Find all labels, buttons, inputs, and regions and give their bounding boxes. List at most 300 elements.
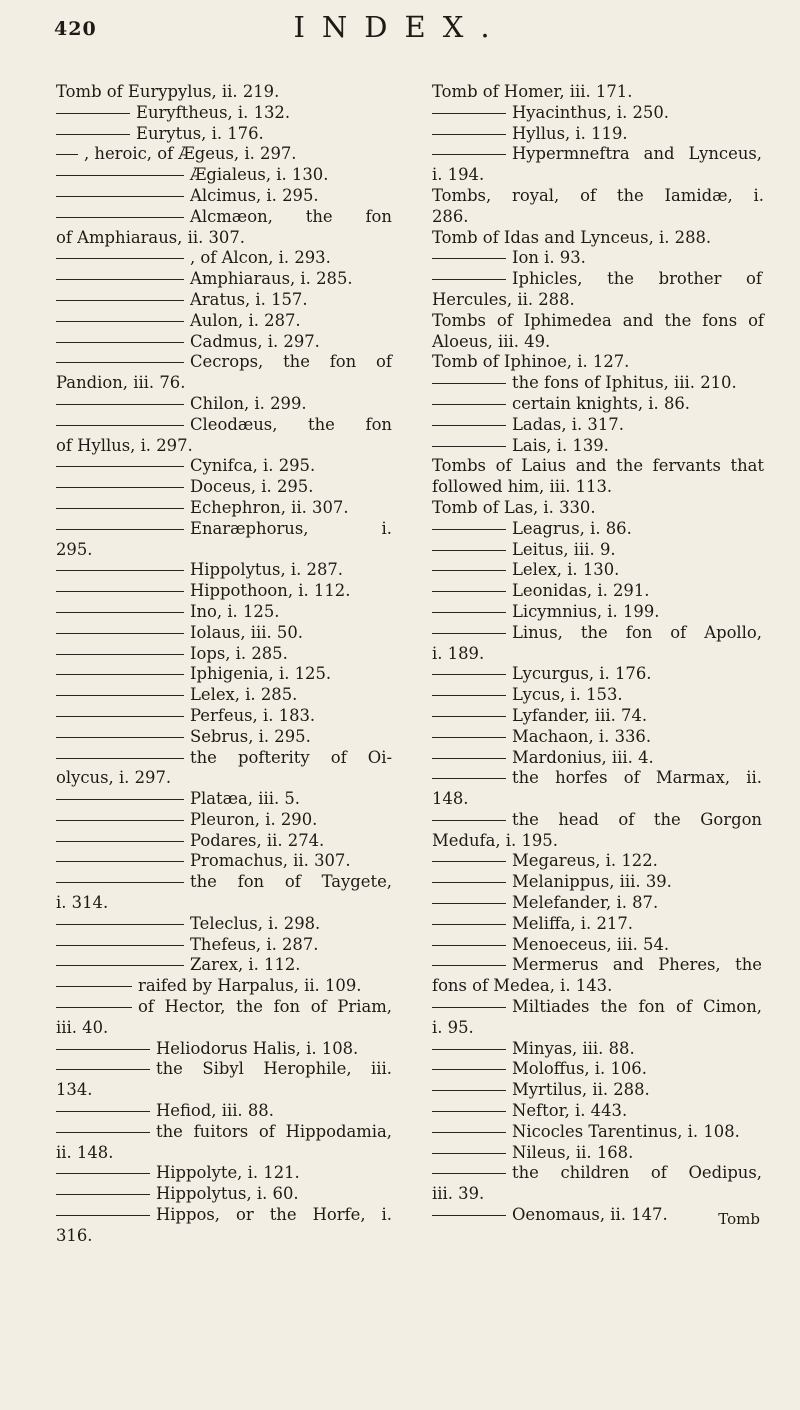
ditto-rule [56,841,184,842]
index-entry [56,1226,396,1247]
index-entry [56,519,396,540]
index-entry [432,831,766,852]
index-entry-text: Amphiaraus, i. 285. [190,269,353,289]
index-entry-text: Ægialeus, i. 130. [190,165,329,185]
index-entry-text: Tomb of Eurypylus, ii. 219. [56,82,280,101]
index-entry [432,103,766,124]
index-entry-text: Iphicles, the brother of [512,269,762,289]
index-entry-text: i. 95. [432,1017,474,1037]
ditto-rule [56,508,184,509]
ditto-rule [432,404,506,405]
index-entry [56,1163,396,1184]
index-entry [432,1039,766,1060]
ditto-rule [56,633,184,634]
index-entry [432,685,766,706]
index-entry [432,1080,766,1101]
index-entry-text: certain knights, i. 86. [512,393,691,413]
index-entry [56,228,396,249]
index-entry-text: the fons of Iphitus, iii. 210. [512,373,737,393]
ditto-rule [56,113,130,114]
index-entry [56,914,396,935]
index-entry-text: Lais, i. 139. [512,435,609,455]
index-entry [432,456,766,477]
index-entry [56,540,396,561]
index-entry [56,560,396,581]
index-entry-text: Miltiades the fon of Cimon, [512,997,762,1017]
index-entry-text: Tomb of Las, i. 330. [432,497,596,517]
index-entry-text: Lyfander, iii. 74. [512,705,648,725]
index-entry [56,394,396,415]
ditto-rule [432,258,506,259]
index-entry [56,768,396,789]
index-entry [56,1039,396,1060]
index-entry [56,269,396,290]
index-entry-text: Hypermneftra and Lynceus, [512,144,762,164]
index-entry-text: Eurytus, i. 176. [136,123,264,143]
index-entry [432,519,766,540]
index-entry-text: Machaon, i. 336. [512,726,652,746]
ditto-rule [56,321,184,322]
index-entry [56,1184,396,1205]
index-entry-text: Aratus, i. 157. [190,289,308,309]
ditto-rule [432,778,506,779]
ditto-rule [56,300,184,301]
ditto-rule [56,570,184,571]
index-entry [56,789,396,810]
index-entry-text: Cleodæus, the fon [190,414,392,434]
ditto-rule [56,175,184,176]
ditto-rule [432,965,506,966]
index-entry [432,165,766,186]
index-entry [432,207,766,228]
ditto-rule [56,820,184,821]
ditto-rule [56,466,184,467]
index-entry [432,82,766,103]
index-entry-text: Neftor, i. 443. [512,1101,628,1121]
index-entry [56,332,396,353]
index-entry [432,1122,766,1143]
index-entry [56,498,396,519]
ditto-rule [432,279,506,280]
index-entry [432,1143,766,1164]
index-entry [432,727,766,748]
ditto-rule [56,654,184,655]
index-entry [56,644,396,665]
index-entry-text: Tombs of Laius and the fervants that [432,456,764,476]
ditto-rule [432,882,506,883]
ditto-rule [432,758,506,759]
index-entry-text: raifed by Harpalus, ii. 109. [138,976,362,996]
index-entry [432,415,766,436]
index-entry [56,456,396,477]
ditto-rule [432,550,506,551]
index-entry [56,436,396,457]
index-entry [432,290,766,311]
index-entry [56,810,396,831]
index-entry-text: i. 194. [432,165,485,185]
index-entry-text: Mermerus and Pheres, the [512,955,762,975]
ditto-rule [432,1049,506,1050]
index-entry [56,831,396,852]
index-entry-text: Meliffa, i. 217. [512,913,633,933]
index-entry [56,893,396,914]
index-entry [432,1184,766,1205]
index-entry [56,415,396,436]
index-entry [56,851,396,872]
index-entry [56,1205,396,1226]
index-entry [56,1059,396,1080]
index-entry [56,748,396,769]
index-entry [56,955,396,976]
index-entry-text: Hippos, or the Horfe, i. [156,1205,392,1225]
ditto-rule [56,924,184,925]
index-entry [56,311,396,332]
ditto-rule [432,1090,506,1091]
ditto-rule [432,591,506,592]
ditto-rule [56,965,184,966]
index-entry-text: i. 189. [432,643,485,663]
index-entry-text: the fon of Taygete, [190,872,392,892]
ditto-rule [432,1215,506,1216]
index-entry-text: Iphigenia, i. 125. [190,664,332,684]
index-entry [56,144,396,165]
ditto-rule [56,1173,150,1174]
index-entry [56,1018,396,1039]
index-entry [56,997,396,1018]
ditto-rule [432,737,506,738]
ditto-rule [56,1049,150,1050]
index-entry-text: the Sibyl Herophile, iii. [156,1059,392,1079]
index-entry-text: Melefander, i. 87. [512,893,659,913]
index-column-left [56,82,396,1247]
index-entry-text: Iops, i. 285. [190,643,288,663]
ditto-rule [56,882,184,883]
index-entry-text: Tomb of Idas and Lynceus, i. 288. [432,227,712,247]
ditto-rule [432,1132,506,1133]
index-entry-text: Podares, ii. 274. [190,830,325,850]
index-entry-text: Platæa, iii. 5. [190,789,301,809]
index-entry-text: Enaræphorus, i. [190,518,392,538]
index-entry-text: Hercules, ii. 288. [432,289,575,309]
ditto-rule [432,674,506,675]
index-entry [432,477,766,498]
index-entry [56,124,396,145]
ditto-rule [56,342,184,343]
ditto-rule [432,1007,506,1008]
index-entry-text: Hippolyte, i. 121. [156,1163,300,1183]
ditto-rule [432,903,506,904]
ditto-rule [56,196,184,197]
index-entry-text: of Hyllus, i. 297. [56,435,193,455]
ditto-rule [432,1173,506,1174]
ditto-rule [432,383,506,384]
index-entry [56,207,396,228]
index-entry-text: Heliodorus Halis, i. 108. [156,1038,359,1058]
ditto-rule [432,154,506,155]
index-entry [56,685,396,706]
index-entry-text: the fuitors of Hippodamia, [156,1121,392,1141]
index-entry [432,851,766,872]
ditto-rule [432,1069,506,1070]
index-entry-text: Tombs, royal, of the Iamidæ, i. [432,185,764,205]
index-entry [432,768,766,789]
ditto-rule [56,134,130,135]
index-entry-text: the pofterity of Oi- [190,747,392,767]
index-entry [56,186,396,207]
index-entry-text: 295. [56,539,93,559]
index-entry-text: Hippothoon, i. 112. [190,581,351,601]
index-entry [56,352,396,373]
index-entry-text: 134. [56,1080,93,1100]
index-entry-text: the head of the Gorgon [512,809,762,829]
index-entry-text: Iolaus, iii. 50. [190,622,303,642]
index-entry-text: Tomb of Iphinoe, i. 127. [432,352,630,372]
index-entry [432,976,766,997]
index-entry [432,540,766,561]
ditto-rule [432,633,506,634]
index-entry [56,1080,396,1101]
index-entry-text: Perfeus, i. 183. [190,705,316,725]
ditto-rule [56,362,184,363]
ditto-rule [56,487,184,488]
running-head: INDEX. [293,10,507,44]
index-entry-text: of Amphiaraus, ii. 307. [56,227,245,247]
index-entry [432,1018,766,1039]
ditto-rule [56,425,184,426]
ditto-rule [56,154,78,155]
ditto-rule [432,113,506,114]
index-entry [56,727,396,748]
ditto-rule [56,591,184,592]
index-entry [56,103,396,124]
index-entry-text: Thefeus, i. 287. [190,934,319,954]
ditto-rule [56,799,184,800]
index-entry-text: Lycus, i. 153. [512,685,623,705]
index-entry-text: Lelex, i. 285. [190,685,298,705]
ditto-rule [432,529,506,530]
index-entry-text: Hippolytus, i. 287. [190,560,344,580]
index-entry [432,1205,766,1226]
index-entry [432,872,766,893]
index-entry [56,373,396,394]
index-entry-text: Hyllus, i. 119. [512,123,628,143]
index-entry-text: Lycurgus, i. 176. [512,664,652,684]
index-entry [56,477,396,498]
index-entry-text: Cynifca, i. 295. [190,456,316,476]
index-entry [56,1101,396,1122]
index-entry-text: , heroic, of Ægeus, i. 297. [84,144,297,164]
index-entry [56,581,396,602]
ditto-rule [432,612,506,613]
index-entry-text: Euryftheus, i. 132. [136,102,291,122]
ditto-rule [56,217,184,218]
index-entry-text: Medufa, i. 195. [432,830,558,850]
ditto-rule [56,1007,132,1008]
index-entry-text: Moloffus, i. 106. [512,1059,647,1079]
index-entry-text: , of Alcon, i. 293. [190,248,331,268]
index-entry-text: Hippolytus, i. 60. [156,1184,299,1204]
index-entry [56,1143,396,1164]
index-entry-text: Nileus, ii. 168. [512,1142,634,1162]
index-entry-text: Tomb of Homer, iii. 171. [432,82,633,101]
index-entry [432,269,766,290]
index-entry-text: Licymnius, i. 199. [512,601,660,621]
index-entry [432,664,766,685]
ditto-rule [56,1215,150,1216]
index-entry [432,1101,766,1122]
index-entry [56,872,396,893]
index-entry-text: Alcimus, i. 295. [190,185,319,205]
index-entry [432,352,766,373]
index-entry [432,644,766,665]
index-entry [432,498,766,519]
ditto-rule [56,612,184,613]
index-entry-text: Chilon, i. 299. [190,393,307,413]
index-entry-text: the children of Oedipus, [512,1163,762,1183]
index-entry [432,560,766,581]
index-entry-text: Alcmæon, the fon [190,206,392,226]
index-entry [56,248,396,269]
index-entry-text: olycus, i. 297. [56,768,172,788]
ditto-rule [432,446,506,447]
index-entry-text: Hyacinthus, i. 250. [512,102,669,122]
index-entry [56,976,396,997]
index-entry-text: of Hector, the fon of Priam, [138,997,392,1017]
index-entry [432,394,766,415]
index-entry [432,581,766,602]
index-entry-text: Doceus, i. 295. [190,477,314,497]
index-entry-text: Ladas, i. 317. [512,414,624,434]
ditto-rule [56,1132,150,1133]
index-entry-text: Minyas, iii. 88. [512,1038,635,1058]
index-entry-text: Linus, the fon of Apollo, [512,622,762,642]
ditto-rule [432,1153,506,1154]
index-column-right [432,82,766,1229]
index-entry [432,623,766,644]
index-entry-text: followed him, iii. 113. [432,477,613,497]
index-entry [56,1122,396,1143]
index-entry-text: iii. 39. [432,1184,485,1204]
index-entry [56,290,396,311]
index-entry [56,664,396,685]
ditto-rule [56,1194,150,1195]
index-entry-text: iii. 40. [56,1017,109,1037]
index-entry [56,623,396,644]
index-entry-text: ii. 148. [56,1142,114,1162]
ditto-rule [432,945,506,946]
index-entry-text: 316. [56,1225,93,1245]
ditto-rule [432,570,506,571]
index-entry [432,914,766,935]
index-entry-text: Hefiod, iii. 88. [156,1101,274,1121]
index-entry-text: fons of Medea, i. 143. [432,976,613,996]
catchword: Tomb [718,1210,760,1229]
index-entry-text: Ino, i. 125. [190,601,280,621]
index-entry-text: Leitus, iii. 9. [512,539,616,559]
index-entry [432,955,766,976]
ditto-rule [432,716,506,717]
index-entry [432,248,766,269]
index-entry-text: Megareus, i. 122. [512,851,658,871]
index-entry [432,748,766,769]
ditto-rule [432,1111,506,1112]
index-entry [56,935,396,956]
ditto-rule [56,716,184,717]
index-entry-text: Leonidas, i. 291. [512,581,650,601]
index-entry [432,1163,766,1184]
index-entry [432,311,766,332]
index-entry-text: Melanippus, iii. 39. [512,872,672,892]
ditto-rule [56,861,184,862]
ditto-rule [56,258,184,259]
index-entry-text: Menoeceus, iii. 54. [512,934,670,954]
index-entry-text: Cadmus, i. 297. [190,331,320,351]
index-entry-text: Zarex, i. 112. [190,955,301,975]
index-entry [432,706,766,727]
ditto-rule [56,1111,150,1112]
index-entry [432,186,766,207]
index-entry-text: 148. [432,789,469,809]
index-entry [56,602,396,623]
index-entry [432,997,766,1018]
index-entry-text: Promachus, ii. 307. [190,851,351,871]
index-entry-text: Cecrops, the fon of [190,352,392,372]
ditto-rule [56,674,184,675]
index-entry [56,165,396,186]
index-entry-text: Aulon, i. 287. [190,310,301,330]
page-number: 420 [54,18,97,40]
index-entry [432,893,766,914]
ditto-rule [432,924,506,925]
ditto-rule [56,695,184,696]
ditto-rule [56,986,132,987]
ditto-rule [56,758,184,759]
index-entry-text: Lelex, i. 130. [512,560,620,580]
index-entry-text: Oenomaus, ii. 147. [512,1205,668,1225]
ditto-rule [432,820,506,821]
ditto-rule [432,695,506,696]
ditto-rule [432,861,506,862]
index-entry-text: Pandion, iii. 76. [56,373,186,393]
ditto-rule [432,134,506,135]
index-entry [432,332,766,353]
index-entry [56,82,396,103]
ditto-rule [56,945,184,946]
ditto-rule [56,279,184,280]
index-entry-text: Mardonius, iii. 4. [512,747,654,767]
index-entry [432,144,766,165]
index-entry-text: Tombs of Iphimedea and the fons of [432,310,764,330]
index-entry-text: Nicocles Tarentinus, i. 108. [512,1121,740,1141]
ditto-rule [432,425,506,426]
index-entry-text: Teleclus, i. 298. [190,913,321,933]
ditto-rule [56,737,184,738]
index-entry [432,1059,766,1080]
index-entry-text: Myrtilus, ii. 288. [512,1080,650,1100]
index-entry [432,935,766,956]
index-entry-text: 286. [432,206,469,226]
index-entry-text: Echephron, ii. 307. [190,497,349,517]
index-entry-text: i. 314. [56,893,109,913]
ditto-rule [56,1069,150,1070]
index-entry-text: Sebrus, i. 295. [190,726,311,746]
index-entry-text: Aloeus, iii. 49. [432,331,551,351]
index-entry [432,602,766,623]
index-entry [56,706,396,727]
index-entry [432,789,766,810]
index-entry [432,228,766,249]
index-entry [432,436,766,457]
